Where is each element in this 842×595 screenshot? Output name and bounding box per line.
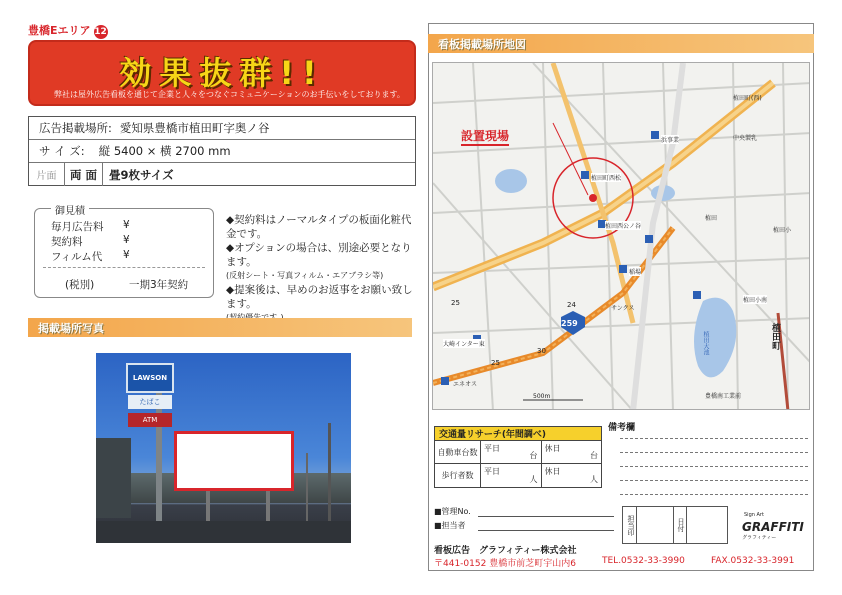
- tax-label: (税別): [65, 279, 95, 291]
- weekday-cell: 平日 人: [481, 464, 542, 487]
- estimate-value: ¥: [123, 219, 130, 231]
- estimate-row: 契約料: [51, 236, 83, 248]
- double-side-label: 両 面: [65, 163, 103, 186]
- row-label: 自動車台数: [435, 441, 481, 463]
- map-place: 植田町: [770, 323, 780, 350]
- size-label: サ イ ズ:: [39, 144, 85, 158]
- map-place: 植田: [705, 215, 718, 222]
- graffiti-logo: GRAFFITI: [742, 520, 804, 534]
- notes: [226, 213, 416, 325]
- photo-section-header: 掲載場所写真: [28, 318, 412, 337]
- note-3: ◆提案後は、早めのお返事をお願い致します。: [226, 284, 413, 310]
- map-place: 植田大池: [702, 331, 709, 355]
- traffic-table: [434, 426, 602, 488]
- location-label: 広告掲載場所:: [39, 121, 112, 135]
- map-place: 植田西公ノ谷: [605, 223, 642, 230]
- stamp-box: 担当印 日付: [622, 506, 728, 544]
- route-number: 259: [561, 319, 578, 328]
- map-place: 植田町(西): [733, 95, 762, 102]
- banner-subtitle: 弊社は屋外広告看板を通じて企業と人々をつなぐコミュニケーションのお手伝いをしております。: [54, 90, 405, 99]
- phone-number: TEL.0532-33-3990: [602, 556, 685, 566]
- logo-subtitle: グラフィティー: [742, 535, 777, 541]
- map-place: 豊橋南工業前: [705, 393, 742, 400]
- table-row: [435, 441, 601, 464]
- contract-term: 一期3年契約: [129, 279, 189, 291]
- estimate-value: ¥: [123, 249, 130, 261]
- panel-size: 畳9枚サイズ: [109, 167, 174, 182]
- map-graphic: [433, 63, 810, 410]
- atm-sign: ATM: [128, 413, 172, 427]
- note-2: ◆オプションの場合は、別途必要となります。: [226, 242, 412, 268]
- site-map: [432, 62, 810, 410]
- person-line: [478, 530, 614, 531]
- map-place: 植田町西松: [591, 175, 622, 182]
- map-number: 25: [451, 299, 460, 307]
- promo-banner: [28, 40, 416, 106]
- weekday-cell: 平日 台: [481, 441, 542, 463]
- map-number: 24: [567, 301, 576, 309]
- ad-info-table: [28, 116, 416, 186]
- tobacco-sign: たばこ: [128, 395, 172, 409]
- area-number-badge: 12: [94, 27, 107, 37]
- estimate-row: 毎月広告料: [51, 221, 104, 233]
- note-2-detail: (反射シート・写真フィルム・エアブラシ等): [226, 271, 384, 280]
- holiday-cell: 休日 台: [544, 444, 598, 460]
- row-label: 歩行者数: [435, 464, 481, 487]
- map-place: 中央製乳: [733, 135, 758, 142]
- size-row: [29, 140, 415, 163]
- company-address: 〒441-0152 豊橋市前芝町宇山内6: [434, 559, 576, 569]
- estimate-row: フィルム代: [51, 251, 103, 263]
- map-section-header: 看板掲載場所地図: [428, 34, 814, 53]
- map-place: 大崎インター東: [443, 341, 485, 348]
- size-value: 縦 5400 × 横 2700 mm: [98, 144, 231, 158]
- location-row: [29, 117, 415, 140]
- holiday-cell: 休日 人: [544, 467, 598, 484]
- table-row: [435, 464, 601, 487]
- manage-no-label: ■管理No.: [434, 507, 471, 516]
- billboard-frame: [174, 431, 294, 491]
- single-side-label: 片面: [29, 163, 65, 186]
- remarks-title: 備考欄: [608, 423, 636, 433]
- banner-title: 効果抜群!!: [119, 54, 325, 92]
- map-number: 30: [537, 347, 546, 355]
- location-value: 愛知県豊橋市植田町字奥ノ谷: [119, 121, 270, 135]
- map-place: 植田小: [773, 227, 792, 234]
- note-1: ◆契約料はノーマルタイプの板面化粧代金です。: [226, 214, 412, 240]
- site-photo: [96, 353, 351, 543]
- traffic-title: 交通量リサーチ(年間調べ): [435, 427, 601, 441]
- manage-no-line: [478, 516, 614, 517]
- lawson-sign: LAWSON: [126, 363, 174, 393]
- map-place: 浜事業: [661, 137, 680, 144]
- company-name: 看板広告 グラフィティー株式会社: [434, 546, 577, 556]
- estimate-box: [34, 208, 214, 298]
- map-number: 25: [491, 359, 500, 367]
- map-place: サンクス: [611, 305, 635, 312]
- area-label: 豊橋Eエリア 12: [28, 24, 107, 37]
- logo-tagline: Sign Art: [744, 512, 764, 518]
- person-label: ■担当者: [434, 521, 466, 530]
- face-row: [29, 163, 415, 186]
- divider: [43, 267, 205, 268]
- map-scale: 500m: [533, 393, 551, 400]
- map-place: 植田小南: [743, 297, 768, 304]
- map-place: 稲場: [629, 269, 642, 276]
- map-place: エネオス: [453, 381, 477, 388]
- fax-number: FAX.0532-33-3991: [711, 556, 795, 566]
- site-label: 設置現場: [461, 127, 509, 146]
- estimate-title: 御見積: [51, 202, 89, 217]
- estimate-value: ¥: [123, 234, 130, 246]
